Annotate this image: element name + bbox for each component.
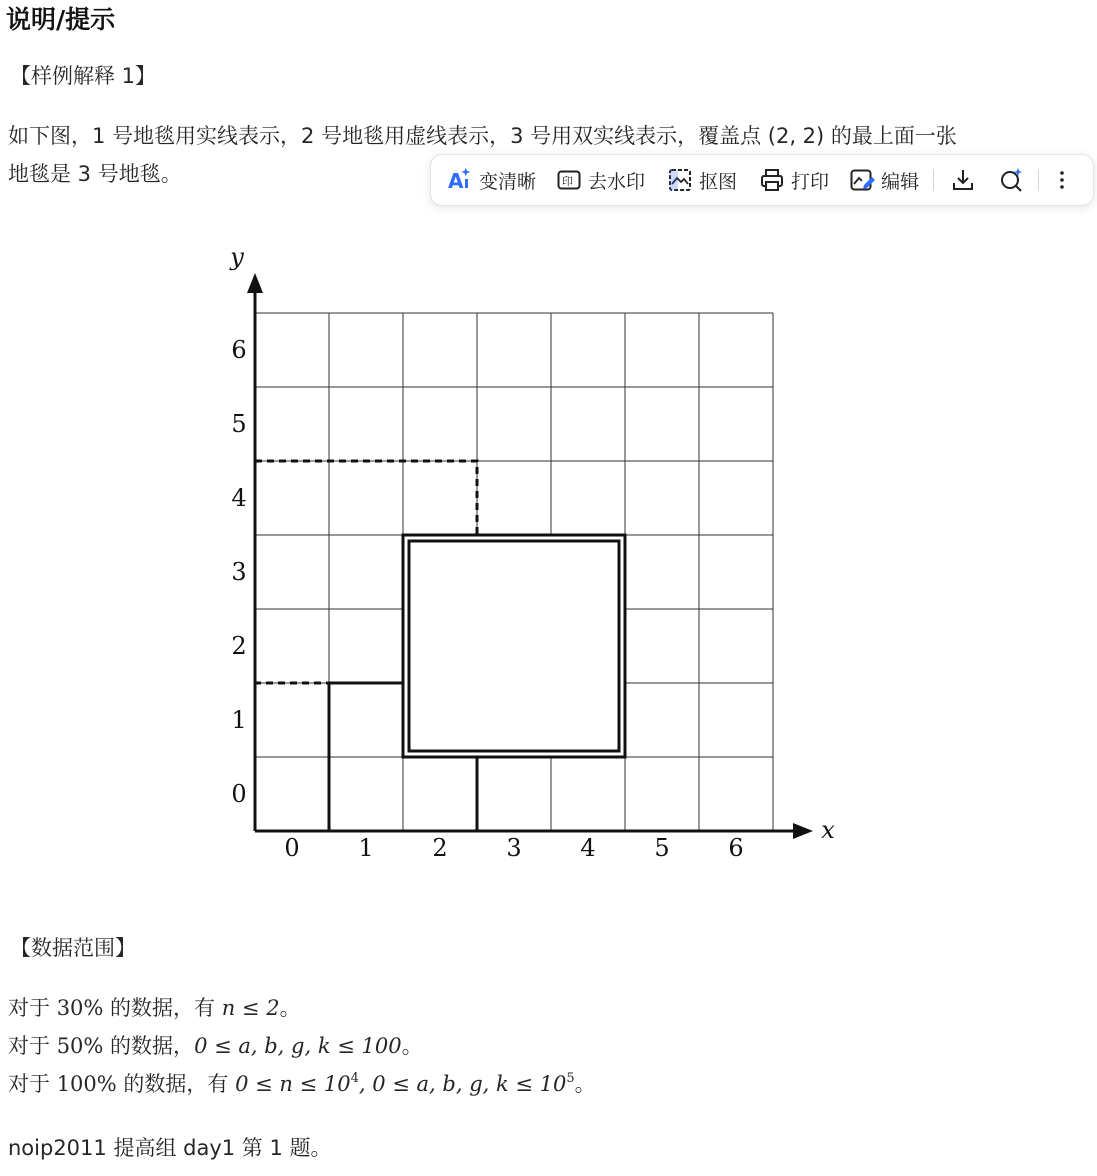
- y-tick-label: 2: [231, 632, 247, 660]
- l3-math-2: , 0 ≤ a, b, g, k ≤ 10: [358, 1072, 567, 1096]
- x-tick-label: 5: [654, 834, 670, 862]
- x-tick-label: 6: [728, 834, 744, 862]
- dewatermark-label: 去水印: [588, 170, 646, 193]
- l2-end: 。: [401, 1034, 423, 1058]
- l3-exp-1: 4: [350, 1071, 359, 1086]
- l1-end: 。: [279, 996, 301, 1020]
- clarify-label: 变清晰: [479, 170, 537, 193]
- l2-pct: 50%: [56, 1034, 104, 1058]
- l2-mid: 的数据，: [103, 1034, 195, 1058]
- data-range-line-2: [8, 1030, 423, 1060]
- l2-pre: 对于: [8, 1034, 57, 1058]
- l1-mid: 的数据，有: [103, 996, 222, 1020]
- x-tick-label: 4: [580, 834, 596, 862]
- sample-heading: 【样例解释 1】: [10, 64, 157, 88]
- l3-pct: 100%: [56, 1072, 117, 1096]
- y-tick-label: 0: [231, 780, 247, 808]
- l3-end: 。: [574, 1072, 596, 1096]
- y-axis-arrow: [247, 273, 263, 293]
- l3-math-1: 0 ≤ n ≤ 10: [235, 1072, 351, 1096]
- carpets: [255, 461, 625, 831]
- x-tick-label: 3: [506, 834, 522, 862]
- svg-text:印: 印: [562, 175, 574, 188]
- y-axis-label: y: [230, 243, 244, 271]
- l1-pre: 对于: [8, 996, 57, 1020]
- l3-exp-2: 5: [566, 1071, 575, 1086]
- l2-math: 0 ≤ a, b, g, k ≤ 100: [194, 1034, 402, 1058]
- cutout-label: 抠图: [699, 170, 738, 193]
- carpet-3-double-outer: [403, 535, 625, 757]
- y-tick-label: 6: [231, 336, 247, 364]
- svg-text:A: A: [448, 169, 464, 193]
- source-note: noip2011 提高组 day1 第 1 题。: [8, 1136, 332, 1160]
- sample-line-1: 如下图，1 号地毯用实线表示，2 号地毯用虚线表示，3 号用双实线表示，覆盖点 (2, 2) 的最上面一张: [8, 124, 957, 148]
- sample-line-2: 地毯是 3 号地毯。: [8, 162, 182, 186]
- x-axis-arrow: [793, 823, 813, 839]
- section-title: 说明/提示: [6, 5, 116, 34]
- x-tick-label: 1: [358, 834, 374, 862]
- l1-math: n ≤ 2: [221, 996, 280, 1020]
- x-tick-label: 2: [432, 834, 448, 862]
- y-tick-label: 3: [231, 558, 247, 586]
- l1-pct: 30%: [56, 996, 104, 1020]
- l3-pre: 对于: [8, 1072, 57, 1096]
- data-range-heading: 【数据范围】: [10, 936, 136, 960]
- x-tick-label: 0: [284, 834, 300, 862]
- x-axis-label: x: [821, 816, 835, 844]
- print-label: 打印: [791, 170, 830, 193]
- y-tick-label: 4: [231, 484, 247, 512]
- data-range-line-3: [8, 1068, 596, 1098]
- y-tick-label: 5: [231, 410, 247, 438]
- data-range-line-1: [8, 992, 301, 1022]
- y-tick-label: 1: [231, 706, 247, 734]
- l3-mid: 的数据，有: [116, 1072, 236, 1096]
- edit-label: 编辑: [881, 170, 920, 193]
